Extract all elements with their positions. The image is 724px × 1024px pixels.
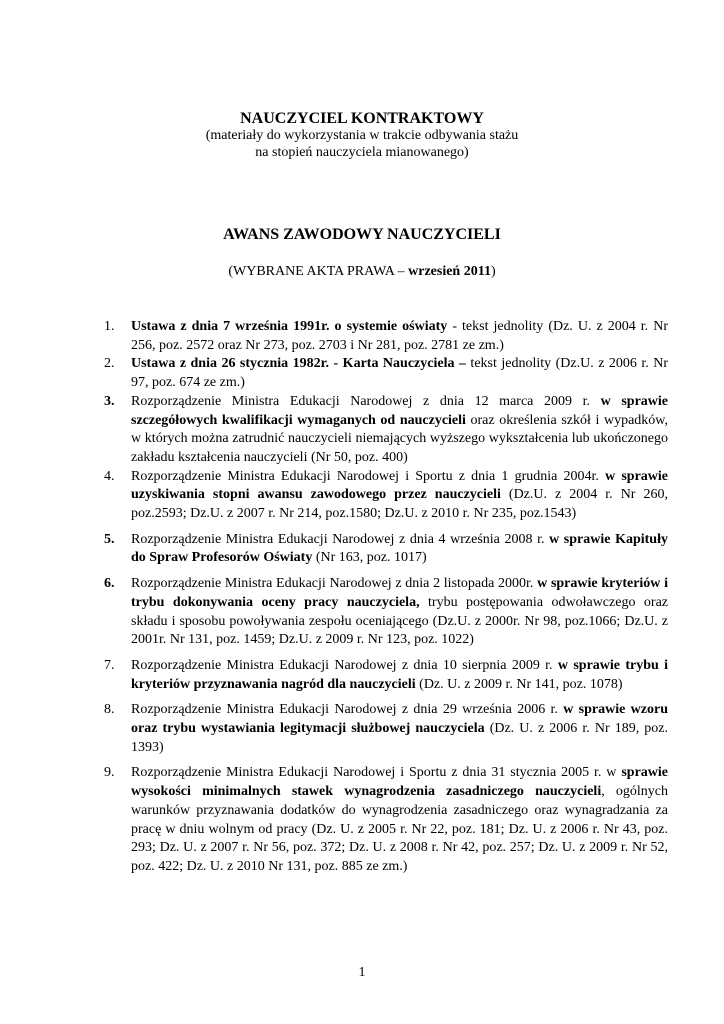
item-number: 8.: [104, 702, 115, 718]
list-item: [104, 468, 668, 524]
item-text: tekst jednolity (Dz.U. z 2006 r. Nr 97, poz. 674 ze zm.): [131, 356, 669, 391]
list-item: [104, 657, 668, 694]
item-number: 4.: [104, 468, 115, 484]
subtitle-line-2: na stopień nauczyciela mianowanego): [255, 145, 469, 160]
item-bold: w sprawie Kapituły do Spraw Profesorów Oświaty: [131, 531, 668, 566]
legal-acts-list: [104, 318, 668, 877]
list-item: [104, 764, 668, 876]
list-item: [104, 355, 668, 392]
list-item: [104, 318, 668, 355]
item-bold: w sprawie trybu i kryteriów przyznawania nagród dla nauczycieli: [131, 657, 668, 692]
item-bold: Ustawa z dnia 26 stycznia 1982r. - Karta Nauczyciela –: [131, 356, 466, 372]
item-pre: Rozporządzenie Ministra Edukacji Narodowej z dnia 10 sierpnia 2009 r.: [131, 657, 558, 673]
item-text: (Dz. U. z 2009 r. Nr 141, poz. 1078): [415, 676, 623, 692]
item-pre: Rozporządzenie Ministra Edukacji Narodowej i Sportu z dnia 1 grudnia 2004r.: [131, 468, 606, 484]
item-bold: w sprawie uzyskiwania stopni awansu zawodowego przez nauczycieli: [131, 468, 668, 503]
document-subtitle: [0, 127, 724, 161]
item-bold: sprawie wysokości minimalnych stawek wynagrodzenia zasadniczego nauczycieli: [131, 765, 668, 800]
section-title: AWANS ZAWODOWY NAUCZYCIELI: [223, 226, 501, 243]
list-item: [104, 575, 668, 650]
item-number: 7.: [104, 657, 115, 673]
document-title: NAUCZYCIEL KONTRAKTOWY: [240, 110, 484, 127]
item-bold: w sprawie kryteriów i trybu dokonywania oceny pracy nauczyciela,: [131, 576, 668, 610]
subtitle-line-1: (materiały do wykorzystania w trakcie odbywania stażu: [205, 128, 519, 143]
item-pre: Rozporządzenie Ministra Edukacji Narodowej z dnia 29 września 2006 r.: [131, 702, 564, 718]
item-pre: Rozporządzenie Ministra Edukacji Narodowej z dnia 4 września 2008 r.: [131, 531, 550, 547]
item-number: 6.: [104, 576, 115, 592]
item-pre: Rozporządzenie Ministra Edukacji Narodowej i Sportu z dnia 31 stycznia 2005 r. w: [131, 765, 622, 781]
item-bold: Ustawa z dnia 7 września 1991r. o systemie oświaty: [131, 319, 448, 334]
item-pre: Rozporządzenie Ministra Edukacji Narodowej z dnia 2 listopada 2000r.: [131, 576, 538, 592]
list-item: [104, 701, 668, 757]
list-item: [104, 393, 668, 468]
item-text: (Dz. U. z 2006 r. Nr 189, poz. 1393): [131, 721, 668, 755]
item-text: oraz określenia szkół i wypadków, w których można zatrudnić nauczycieli niemających wyższego wykształcenia lub ukończonego zakładu kształcenia nauczycieli (Nr 50, poz. 400): [131, 412, 668, 465]
item-number: 2.: [104, 356, 115, 372]
acts-heading: [0, 264, 724, 280]
page-number: 1: [358, 965, 366, 980]
acts-suffix: ): [490, 264, 496, 279]
item-text: (Dz.U. z 2004 r. Nr 260, poz.2593; Dz.U. z 2007 r. Nr 214, poz.1580; Dz.U. z 2010 r. Nr 235, poz.1543): [131, 487, 668, 522]
acts-prefix: (WYBRANE AKTA PRAWA –: [228, 264, 409, 279]
acts-date: wrzesień 2011: [408, 264, 491, 279]
item-text: trybu postępowania odwoławczego oraz składu i sposobu powoływania zespołu oceniającego (Dz.U. z 2000r. Nr 98, poz.1066; Dz.U. z 2001r. Nr 131, poz. 1459; Dz.U. z 2009 r. Nr 123, poz. 1022): [131, 594, 669, 648]
item-text: , ogólnych warunków przyznawania dodatków do wynagrodzenia zasadniczego oraz wynagradzania za pracę w dniu wolnym od pracy (Dz. U. z 2005 r. Nr 22, poz. 181; Dz. U. z 2006 r. Nr 43, poz. 293; Dz. U. z 2007 r. Nr 56, poz. 372; Dz. U. z 2008 r. Nr 42, poz. 257; Dz. U. z 2009 r. Nr 52, poz. 422; Dz. U. z 2010 Nr 131, poz. 885 ze zm.): [131, 784, 669, 874]
item-number: 1.: [104, 319, 115, 334]
item-number: 9.: [104, 765, 115, 781]
item-bold: w sprawie szczegółowych kwalifikacji wymaganych od nauczycieli: [131, 393, 668, 428]
item-number: 3.: [104, 393, 115, 409]
item-bold: w sprawie wzoru oraz trybu wystawiania legitymacji służbowej nauczyciela: [131, 702, 668, 737]
item-number: 5.: [104, 531, 115, 547]
item-pre: Rozporządzenie Ministra Edukacji Narodowej z dnia 12 marca 2009 r.: [131, 393, 601, 409]
item-text: (Nr 163, poz. 1017): [312, 550, 427, 566]
list-item: [104, 531, 668, 568]
item-text: - tekst jednolity (Dz. U. z 2004 r. Nr 256, poz. 2572 oraz Nr 273, poz. 2703 i Nr 281, poz. 2781 ze zm.): [131, 319, 668, 353]
